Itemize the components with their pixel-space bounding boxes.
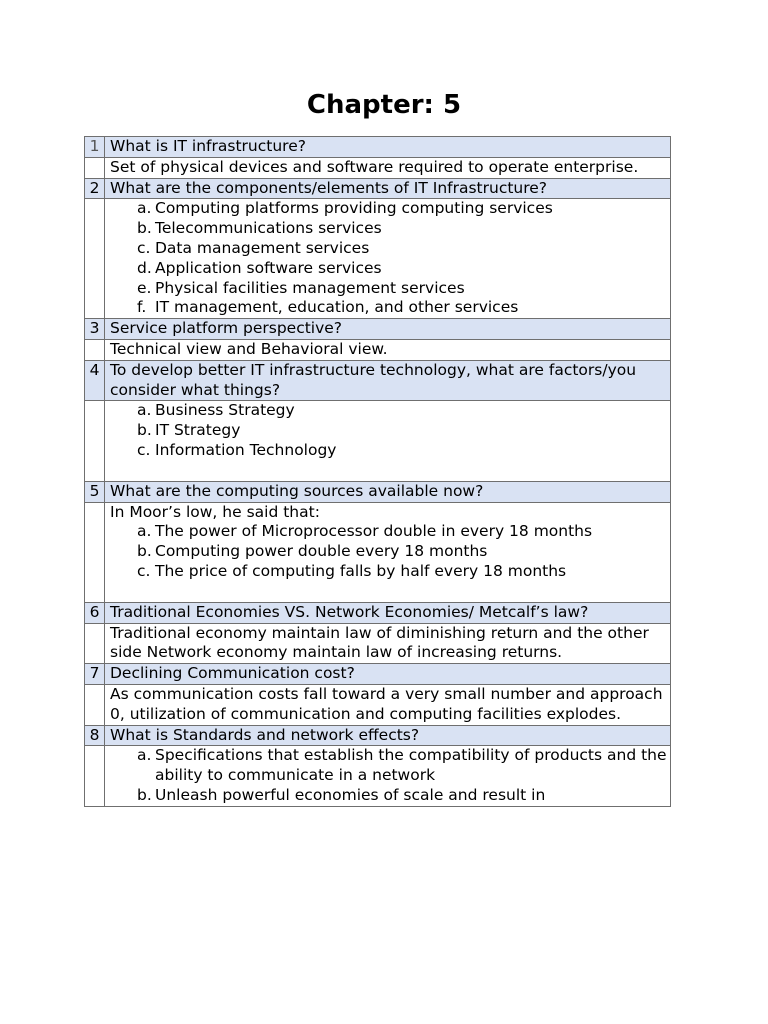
- list-item-text: Telecommunications services: [155, 219, 382, 238]
- list-item-text: Data management services: [155, 238, 370, 257]
- list-item: [137, 199, 670, 219]
- answer-list-cell: [105, 401, 671, 481]
- question-text: What is Standards and network effects?: [105, 725, 671, 746]
- question-row: [85, 725, 671, 746]
- answer-row: [85, 339, 671, 360]
- blank-line: [110, 461, 670, 481]
- blank-line: [110, 582, 670, 602]
- answer-row: [85, 746, 671, 806]
- question-text: What are the computing sources available now?: [105, 481, 671, 502]
- qa-table: [84, 136, 671, 807]
- answer-number-cell: [85, 401, 105, 481]
- list-marker: f.: [137, 298, 147, 317]
- list-item-text: Information Technology: [155, 440, 337, 459]
- answer-list: [110, 522, 670, 581]
- list-item: [137, 441, 670, 461]
- list-item-text: IT Strategy: [155, 421, 241, 440]
- question-row: [85, 137, 671, 158]
- answer-number-cell: [85, 199, 105, 319]
- answer-text: Set of physical devices and software required to operate enterprise.: [105, 157, 671, 178]
- answer-row: [85, 199, 671, 319]
- list-marker: b.: [137, 219, 152, 238]
- question-text: To develop better IT infrastructure technology, what are factors/you consider what things?: [105, 360, 671, 401]
- answer-list-cell: [105, 746, 671, 806]
- answer-text: Traditional economy maintain law of diminishing return and the other side Network economy maintain law of increasing returns.: [105, 623, 671, 664]
- answer-list: [110, 401, 670, 460]
- list-item-text: The power of Microprocessor double in every 18 months: [155, 522, 593, 541]
- answer-number-cell: [85, 502, 105, 602]
- list-item: [137, 401, 670, 421]
- list-item: [137, 279, 670, 299]
- question-row: [85, 360, 671, 401]
- answer-list: [110, 199, 670, 318]
- list-item-text: Unleash powerful economies of scale and result in: [155, 785, 546, 804]
- list-item-text: The price of computing falls by half every 18 months: [155, 561, 567, 580]
- list-item-text: Application software services: [155, 258, 382, 277]
- question-text: Service platform perspective?: [105, 319, 671, 340]
- list-item-text: Computing platforms providing computing services: [155, 199, 553, 218]
- answer-row: [85, 684, 671, 725]
- list-marker: d.: [137, 258, 152, 277]
- list-item: [137, 259, 670, 279]
- answer-number-cell: [85, 746, 105, 806]
- answer-row: [85, 623, 671, 664]
- answer-list-cell: [105, 502, 671, 602]
- list-item: [137, 219, 670, 239]
- list-item: [137, 421, 670, 441]
- page-title: Chapter: 5: [306, 90, 462, 120]
- list-item-text: Physical facilities management services: [155, 278, 465, 297]
- list-marker: b.: [137, 421, 152, 440]
- question-row: [85, 319, 671, 340]
- question-number: 1: [85, 137, 105, 158]
- question-row: [85, 602, 671, 623]
- question-number: 2: [85, 178, 105, 199]
- question-number: 4: [85, 360, 105, 401]
- question-row: [85, 664, 671, 685]
- answer-intro: In Moor’s low, he said that:: [110, 502, 320, 521]
- list-marker: e.: [137, 278, 152, 297]
- list-item: [137, 542, 670, 562]
- question-text: What are the components/elements of IT Infrastructure?: [105, 178, 671, 199]
- question-number: 3: [85, 319, 105, 340]
- answer-number-cell: [85, 623, 105, 664]
- answer-row: [85, 502, 671, 602]
- answer-number-cell: [85, 339, 105, 360]
- list-item-text: Business Strategy: [155, 401, 295, 420]
- list-item-text: Computing power double every 18 months: [155, 542, 488, 561]
- list-marker: b.: [137, 542, 152, 561]
- list-item-text: Specifications that establish the compatibility of products and the ability to communicate in a network: [155, 746, 667, 785]
- answer-row: [85, 157, 671, 178]
- answer-list: [110, 746, 670, 805]
- list-item: [137, 786, 670, 806]
- list-item: [137, 239, 670, 259]
- list-item: [137, 522, 670, 542]
- answer-number-cell: [85, 157, 105, 178]
- question-number: 5: [85, 481, 105, 502]
- answer-text: As communication costs fall toward a very small number and approach 0, utilization of communication and computing facilities explodes.: [105, 684, 671, 725]
- list-marker: a.: [137, 401, 152, 420]
- answer-number-cell: [85, 684, 105, 725]
- question-number: 8: [85, 725, 105, 746]
- question-number: 7: [85, 664, 105, 685]
- answer-row: [85, 401, 671, 481]
- list-marker: a.: [137, 199, 152, 218]
- list-marker: c.: [137, 440, 151, 459]
- list-marker: c.: [137, 238, 151, 257]
- list-item: [137, 298, 670, 318]
- list-marker: b.: [137, 785, 152, 804]
- list-item-text: IT management, education, and other services: [155, 298, 519, 317]
- question-text: What is IT infrastructure?: [105, 137, 671, 158]
- question-row: [85, 178, 671, 199]
- list-item: [137, 746, 670, 786]
- list-marker: a.: [137, 522, 152, 541]
- list-item: [137, 562, 670, 582]
- question-text: Declining Communication cost?: [105, 664, 671, 685]
- question-number: 6: [85, 602, 105, 623]
- question-text: Traditional Economies VS. Network Economies/ Metcalf’s law?: [105, 602, 671, 623]
- answer-text: Technical view and Behavioral view.: [105, 339, 671, 360]
- question-row: [85, 481, 671, 502]
- list-marker: c.: [137, 561, 151, 580]
- answer-list-cell: [105, 199, 671, 319]
- list-marker: a.: [137, 746, 152, 765]
